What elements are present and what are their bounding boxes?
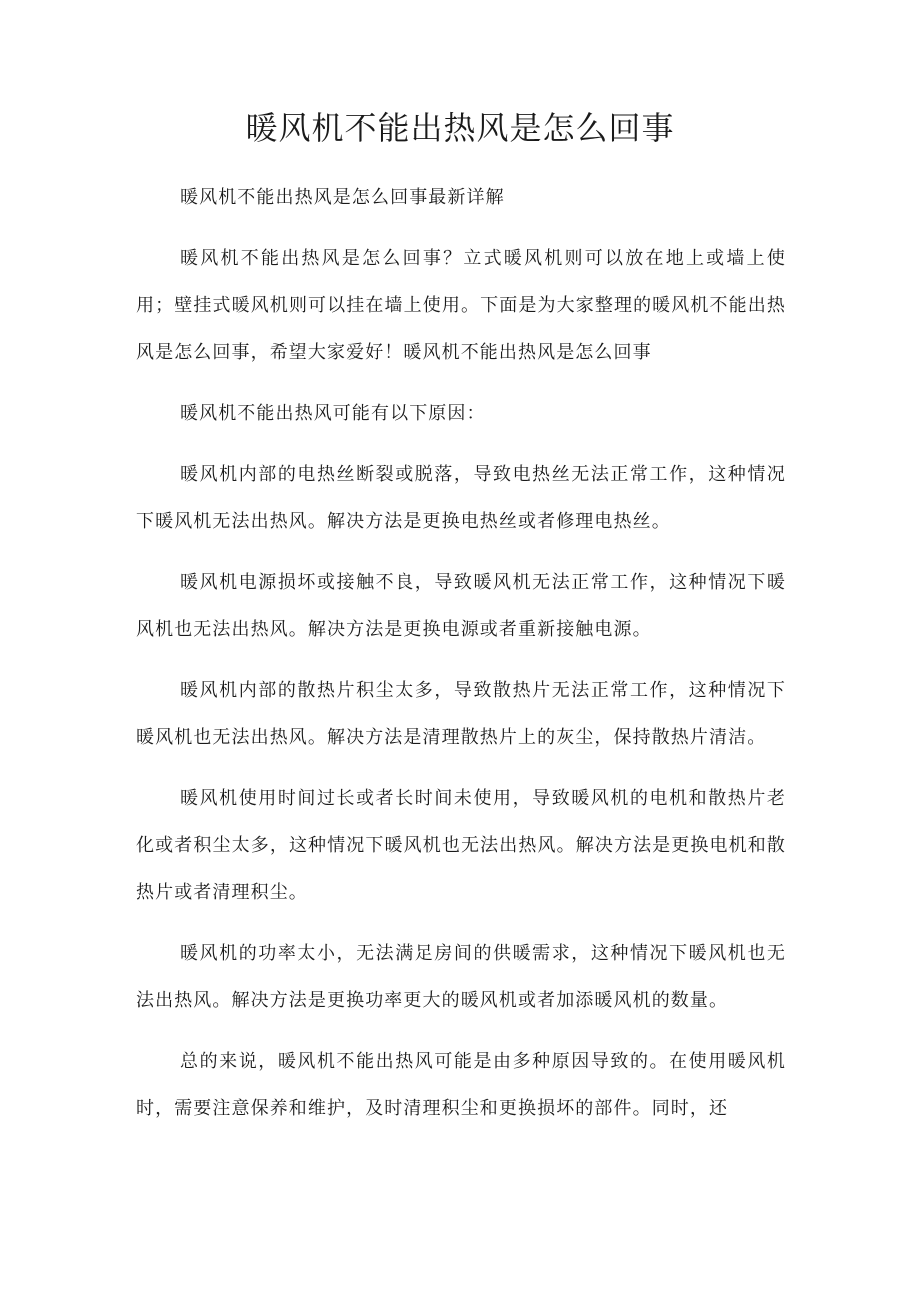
cause-aging-paragraph: 暖风机使用时间过长或者长时间未使用，导致暖风机的电机和散热片老化或者积尘太多，这种情况下暖风机也无法出热风。解决方法是更换电机和散热片或者清理积尘。 bbox=[136, 788, 786, 903]
intro-paragraph: 暖风机不能出热风是怎么回事？立式暖风机则可以放在地上或墙上使用；壁挂式暖风机则可以挂在墙上使用。下面是为大家整理的暖风机不能出热风是怎么回事，希望大家爱好！暖风机不能出热风是怎么回事 bbox=[136, 248, 786, 363]
document-body bbox=[136, 174, 786, 1146]
cause-power-supply-paragraph: 暖风机电源损坏或接触不良，导致暖风机无法正常工作，这种情况下暖风机也无法出热风。解决方法是更换电源或者重新接触电源。 bbox=[136, 572, 786, 640]
subtitle-paragraph: 暖风机不能出热风是怎么回事最新详解 bbox=[180, 187, 505, 208]
cause-low-power-paragraph: 暖风机的功率太小，无法满足房间的供暖需求，这种情况下暖风机也无法出热风。解决方法是更换功率更大的暖风机或者加添暖风机的数量。 bbox=[136, 943, 786, 1011]
summary-paragraph: 总的来说，暖风机不能出热风可能是由多种原因导致的。在使用暖风机时，需要注意保养和维护，及时清理积尘和更换损坏的部件。同时，还 bbox=[136, 1051, 786, 1119]
cause-heating-wire-paragraph: 暖风机内部的电热丝断裂或脱落，导致电热丝无法正常工作，这种情况下暖风机无法出热风。解决方法是更换电热丝或者修理电热丝。 bbox=[136, 464, 786, 532]
causes-heading-paragraph: 暖风机不能出热风可能有以下原因： bbox=[180, 403, 486, 424]
document-title: 暖风机不能出热风是怎么回事 bbox=[245, 109, 675, 147]
cause-dusty-fins-paragraph: 暖风机内部的散热片积尘太多，导致散热片无法正常工作，这种情况下暖风机也无法出热风。解决方法是清理散热片上的灰尘，保持散热片清洁。 bbox=[136, 680, 786, 748]
